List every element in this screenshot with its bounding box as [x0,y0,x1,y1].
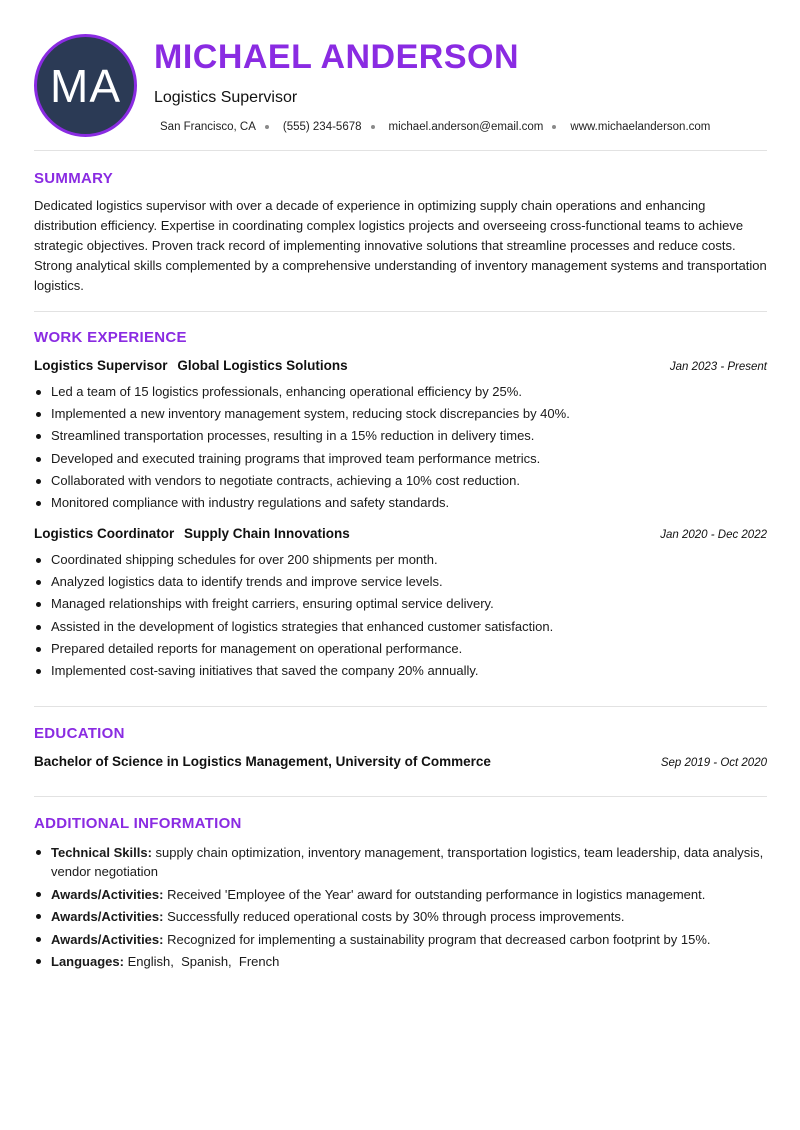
list-item: Streamlined transportation processes, resulting in a 15% reduction in delivery times. [34,428,767,444]
item-label: Awards/Activities: [51,886,164,902]
job-dates: Jan 2020 - Dec 2022 [660,529,767,541]
divider [34,150,767,151]
list-item [34,843,767,881]
list-item: Developed and executed training programs that improved team performance metrics. [34,451,767,467]
candidate-name: MICHAEL ANDERSON [154,38,520,76]
job-company: Global Logistics Solutions [177,358,348,373]
job-title-line [34,358,348,373]
job-header [34,526,767,541]
job-title-line [34,526,350,541]
list-item: Monitored compliance with industry regulations and safety standards. [34,495,767,511]
item-text: Successfully reduced operational costs by 30% through process improvements. [167,909,625,924]
job-dates: Jan 2023 - Present [669,361,767,373]
item-label: Awards/Activities: [51,909,164,924]
list-item: Managed relationships with freight carriers, ensuring optimal service delivery. [34,596,767,612]
contact-website: www.michaelanderson.com [570,121,711,133]
item-label: Technical Skills: [51,845,152,860]
divider [34,796,767,797]
separator-dot [552,125,556,129]
item-text: English, Spanish, French [127,954,280,969]
job-role: Logistics Coordinator [34,526,175,541]
list-item [34,885,767,904]
experience-heading: WORK EXPERIENCE [34,329,187,346]
list-item: Prepared detailed reports for management on operational performance. [34,641,767,657]
education-degree: Bachelor of Science in Logistics Management, University of Commerce [34,754,491,769]
list-item: Implemented cost-saving initiatives that saved the company 20% annually. [34,663,767,679]
list-item: Collaborated with vendors to negotiate contracts, achieving a 10% cost reduction. [34,473,767,489]
item-text: Received 'Employee of the Year' award for outstanding performance in logistics management. [167,886,706,902]
job-bullets [34,552,767,685]
summary-text: Dedicated logistics supervisor with over a decade of experience in optimizing supply chain operations and enhancing distribution efficiency. Expertise in coordinating complex logistics projects and overseeing cross-functional teams to achieve strategic objectives. Proven track record of implementing innovative solutions that streamline processes and reduce costs. Strong analytical skills complemented by a comprehensive understanding of inventory management systems and transportation logistics. [34,198,767,293]
separator-dot [265,125,269,129]
job-company: Supply Chain Innovations [184,526,350,541]
job-bullets [34,384,767,517]
education-heading: EDUCATION [34,725,125,742]
candidate-title: Logistics Supervisor [154,89,298,106]
job-header [34,358,767,373]
job-role: Logistics Supervisor [34,358,168,373]
summary-heading: SUMMARY [34,170,114,187]
list-item: Assisted in the development of logistics strategies that enhanced customer satisfaction. [34,619,767,635]
contact-location: San Francisco, CA [160,121,256,133]
avatar [34,34,137,137]
list-item [34,930,767,949]
additional-heading: ADDITIONAL INFORMATION [34,815,242,832]
contact-email: michael.anderson@email.com [388,121,544,133]
item-label: Awards/Activities: [51,931,164,947]
item-text: Recognized for implementing a sustainability program that decreased carbon footprint by 15%. [167,931,711,947]
item-label: Languages: [51,954,124,969]
education-dates: Sep 2019 - Oct 2020 [660,757,767,769]
list-item: Implemented a new inventory management system, reducing stock discrepancies by 40%. [34,406,767,422]
contact-phone: (555) 234-5678 [282,121,362,133]
list-item [34,952,767,971]
education-entry [34,754,767,769]
divider [34,706,767,707]
list-item: Coordinated shipping schedules for over 200 shipments per month. [34,552,767,568]
list-item [34,907,767,926]
additional-list [34,843,767,975]
separator-dot [371,125,375,129]
item-text: supply chain optimization, inventory management, transportation logistics, team leadership, data analysis, vendor negotiation [51,845,764,879]
list-item: Led a team of 15 logistics professionals, enhancing operational efficiency by 25%. [34,384,767,400]
avatar-initials: MA [50,59,121,112]
contact-line [160,121,710,133]
divider [34,311,767,312]
list-item: Analyzed logistics data to identify trends and improve service levels. [34,574,767,590]
